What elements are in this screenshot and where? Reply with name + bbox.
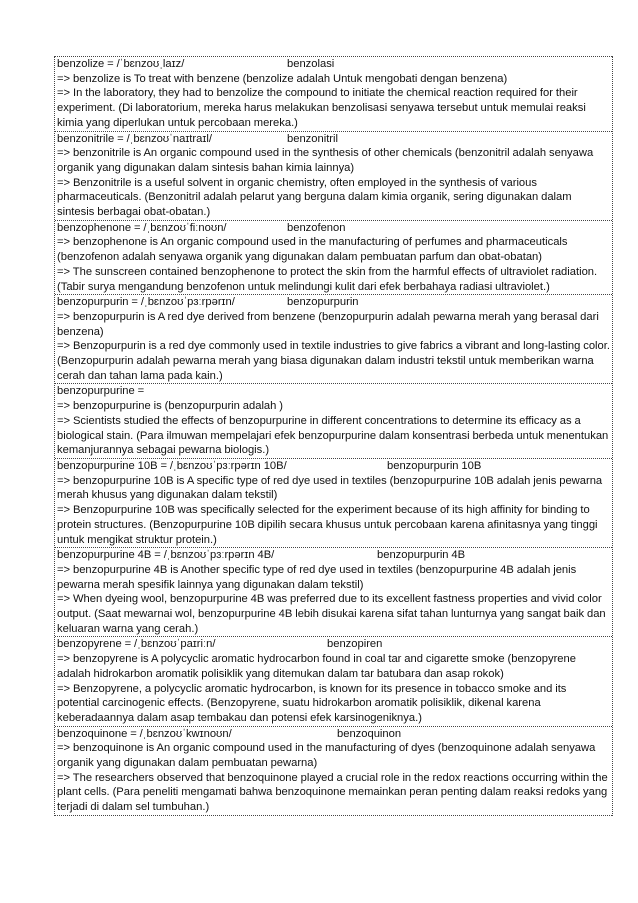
example-sentence: => The researchers observed that benzoquinone played a crucial role in the redox reactions occurring within the plant cells. (Para peneliti mengamati bahwa benzoquinone memainkan peran penting dalam reaksi redoks yang terjadi di dalam sel tumbuhan.) — [57, 771, 608, 814]
definition: => benzonitrile is An organic compound used in the synthesis of other chemicals (benzonitril adalah senyawa organik yang digunakan dalam sintesis bahan kimia lainnya) — [57, 147, 594, 174]
definition: => benzopyrene is A polycyclic aromatic hydrocarbon found in coal tar and cigarette smoke (benzopyrene adalah hidrokarbon aromatik polisiklik yang ditemukan dalam tar batubara dan asap rokok) — [57, 653, 576, 680]
headword-pronunciation: benzopurpurin = /ˌbɛnzoʊˈpɜːrpərɪn/ — [57, 296, 235, 309]
headword-pronunciation: benzolize = /ˈbɛnzoʊˌlaɪz/ — [57, 58, 185, 70]
entry-benzopurpurin — [55, 294, 612, 383]
example-sentence: => When dyeing wool, benzopurpurine 4B was preferred due to its excellent fastness properties and vivid color output. (Saat mewarnai wol, benzopurpurine 4B lebih disukai karena sifat tahan lunturnya yang sangat baik dan keluaran warna yang cerah.) — [57, 593, 606, 635]
translation: benzolasi — [287, 58, 335, 70]
entry-header — [57, 548, 611, 563]
definition: => benzoquinone is An organic compound used in the manufacturing of dyes (benzoquinone adalah senyawa organik yang digunakan dalam pembuatan pewarna) — [57, 742, 596, 770]
entry-header — [57, 221, 611, 236]
entry-benzopurpurine-10b — [55, 458, 612, 547]
entry-header — [57, 57, 611, 72]
glossary-document — [54, 56, 613, 816]
headword-pronunciation: benzopurpurine 10B = /ˌbɛnzoʊˈpɜːrpərɪn 10B/ — [57, 459, 287, 472]
headword-pronunciation: benzopurpurine 4B = /ˌbɛnzoʊˈpɜːrpərɪn 4B/ — [57, 549, 275, 562]
entry-header — [57, 727, 611, 742]
entry-benzopurpurine — [55, 383, 612, 458]
entry-benzopurpurine-4b — [55, 547, 612, 636]
example-sentence: => In the laboratory, they had to benzolize the compound to initiate the chemical reaction required for their experiment. (Di laboratorium, mereka harus melakukan benzolisasi senyawa tersebut untuk memulai reaksi kimia yang diperlukan untuk percobaan mereka.) — [57, 87, 586, 129]
example-sentence: => Scientists studied the effects of benzopurpurine in different concentrations to determine its efficacy as a biological stain. (Para ilmuwan mempelajari efek benzopurpurine dalam konsentrasi berbeda untuk menentukan kemanjurannya sebagai pewarna biologis.) — [57, 414, 609, 457]
translation: benzonitril — [287, 132, 338, 145]
headword-pronunciation: benzopyrene = /ˌbɛnzoʊˈpaɪriːn/ — [57, 638, 216, 651]
translation: benzofenon — [287, 221, 346, 234]
example-sentence: => Benzopurpurin is a red dye commonly used in textile industries to give fabrics a vibrant and long-lasting color. (Benzopurpurin adalah pewarna merah yang biasa digunakan dalam industri tekstil untuk memberikan warna cerah dan tahan lama pada kain.) — [57, 340, 610, 382]
entry-header — [57, 637, 611, 652]
translation: benzoquinon — [337, 727, 402, 740]
definition: => benzopurpurine 10B is A specific type of red dye used in textiles (benzopurpurine 10B adalah jenis pewarna merah khusus yang digunakan dalam tekstil) — [57, 474, 603, 502]
entry-header — [57, 295, 611, 310]
headword-pronunciation: benzopurpurine = — [57, 385, 145, 398]
example-sentence: => The sunscreen contained benzophenone to protect the skin from the harmful effects of ultraviolet radiation. (Tabir surya mengandung benzofenon untuk melindungi kulit dari efek berbahaya radiasi ultraviolet.) — [57, 265, 598, 293]
headword-pronunciation: benzonitrile = /ˌbɛnzoʊˈnaɪtraɪl/ — [57, 132, 212, 145]
headword-pronunciation: benzoquinone = /ˌbɛnzoʊˈkwɪnoʊn/ — [57, 727, 232, 740]
headword-pronunciation: benzophenone = /ˌbɛnzoʊˈfiːnoʊn/ — [57, 221, 227, 234]
definition: => benzophenone is An organic compound used in the manufacturing of perfumes and pharmaceuticals (benzofenon adalah senyawa organik yang digunakan dalam pembuatan parfum dan obat-obatan) — [57, 236, 568, 264]
entry-benzophenone — [55, 220, 612, 295]
entry-benzopyrene — [55, 636, 612, 725]
translation: benzopurpurin — [287, 296, 359, 309]
translation: benzopiren — [327, 638, 383, 651]
translation: benzopurpurin 4B — [377, 549, 466, 562]
entry-header — [57, 459, 611, 474]
entry-header — [57, 132, 611, 147]
example-sentence: => Benzopurpurine 10B was specifically selected for the experiment because of its high affinity for binding to protein structures. (Benzopurpurine 10B dipilih secara khusus untuk percobaan karena afinitasnya yang tinggi untuk mengikat struktur protein.) — [57, 504, 598, 546]
entry-header — [57, 384, 611, 399]
entry-benzonitrile — [55, 131, 612, 220]
example-sentence: => Benzopyrene, a polycyclic aromatic hydrocarbon, is known for its presence in tobacco smoke and its potential carcinogenic effects. (Benzopyrene, suatu hidrokarbon aromatik polisiklik, dikenal karena keberadaannya dalam asap tembakau dan potensi efek karsinogeniknya.) — [57, 682, 567, 724]
definition: => benzopurpurine is (benzopurpurin adalah ) — [57, 400, 284, 413]
definition: => benzolize is To treat with benzene (benzolize adalah Untuk mengobati dengan benzena) — [57, 72, 508, 85]
definition: => benzopurpurin is A red dye derived from benzene (benzopurpurin adalah pewarna merah yang berasal dari benzena) — [57, 310, 599, 338]
example-sentence: => Benzonitrile is a useful solvent in organic chemistry, often employed in the synthesis of various pharmaceuticals. (Benzonitril adalah pelarut yang berguna dalam kimia organik, sering digunakan dalam sintesis berbagai obat-obatan.) — [57, 176, 572, 219]
entry-benzolize — [55, 56, 612, 131]
translation: benzopurpurin 10B — [387, 459, 482, 472]
definition: => benzopurpurine 4B is Another specific type of red dye used in textiles (benzopurpurine 4B adalah jenis pewarna merah spesifik lainnya yang digunakan dalam tekstil) — [57, 563, 577, 591]
entry-benzoquinone — [55, 726, 612, 816]
